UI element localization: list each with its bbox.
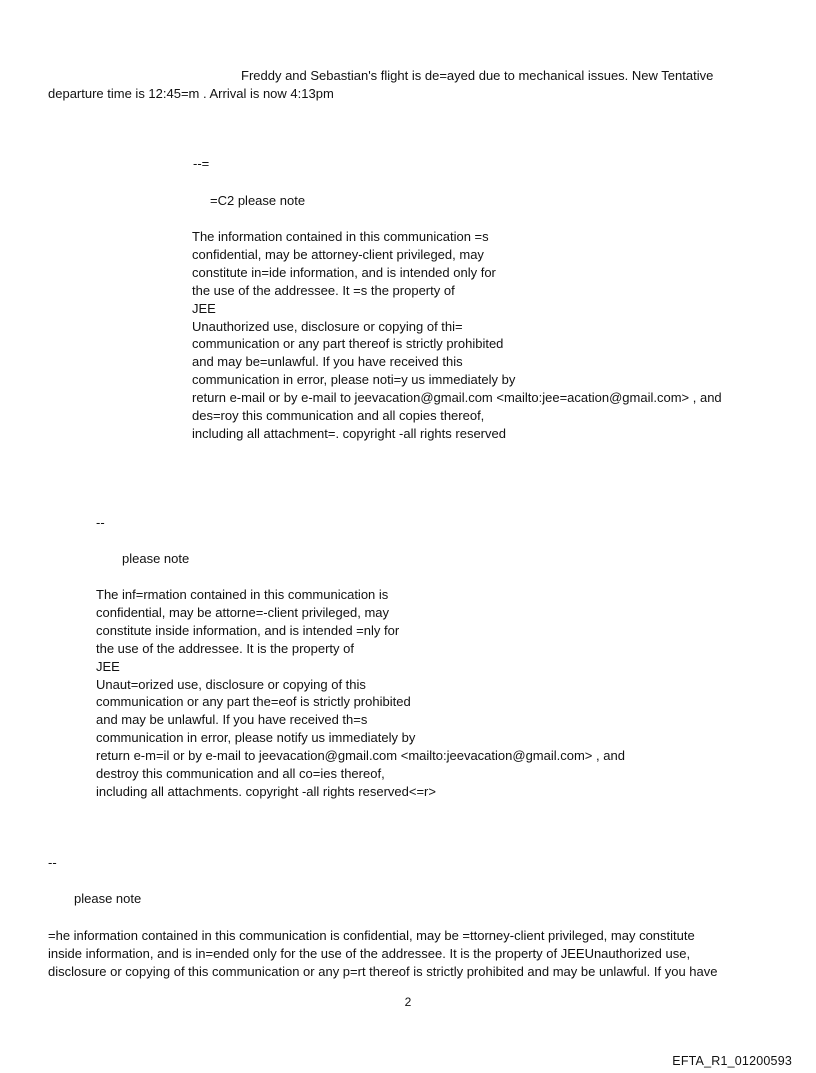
block1-line: des=roy this communication and all copies thereof, (192, 408, 485, 424)
block1-line: JEE (192, 300, 216, 316)
block1-line: Unauthorized use, disclosure or copying of thi= (192, 318, 463, 334)
block1-line: the use of the addressee. It =s the property of (192, 282, 455, 298)
block1-heading: =C2 please note (210, 193, 306, 208)
block2-separator: -- (96, 515, 105, 530)
block1-line: constitute in=ide information, and is intended only for (192, 264, 496, 280)
page-number: 2 (404, 995, 412, 1009)
block2-line: including all attachments. copyright -all rights reserved<=r> (96, 783, 436, 799)
block1-line: including all attachment=. copyright -all rights reserved (192, 425, 506, 441)
block2-line: constitute inside information, and is intended =nly for (96, 622, 400, 638)
block1-separator: --= (193, 156, 210, 171)
block2-line: the use of the addressee. It is the property of (96, 640, 354, 656)
block3-heading: please note (74, 891, 142, 906)
block2-line: communication or any part the=eof is strictly prohibited (96, 694, 411, 710)
block2-line: confidential, may be attorne=-client privileged, may (96, 604, 390, 620)
block3-line: disclosure or copying of this communication or any p=rt thereof is strictly prohibited and may be unlawful. If you have (48, 963, 718, 979)
block3-line: inside information, and is in=ended only for the use of the addressee. It is the property of JEEUnauthorized use, (48, 945, 691, 961)
block2-line: JEE (96, 658, 120, 674)
block2-line: destroy this communication and all co=ies thereof, (96, 766, 385, 782)
block2-line: and may be unlawful. If you have received th=s (96, 712, 368, 728)
block1-line: and may be=unlawful. If you have received this (192, 354, 463, 370)
block1-line: communication in error, please noti=y us immediately by (192, 372, 516, 388)
block2-disclaimer (96, 586, 625, 801)
block1-line: return e-mail or by e-mail to jeevacation@gmail.com <mailto:jee=acation@gmail.com> , and (192, 390, 722, 406)
flight-delay-line-1: Freddy and Sebastian's flight is de=ayed due to mechanical issues. New Tentative (241, 68, 714, 83)
block1-line: confidential, may be attorney-client privileged, may (192, 246, 484, 262)
block2-line: The inf=rmation contained in this communication is (96, 587, 389, 602)
block1-line: communication or any part thereof is strictly prohibited (192, 336, 504, 352)
block1-disclaimer (192, 228, 722, 443)
block2-heading: please note (122, 551, 190, 566)
block3-separator: -- (48, 855, 57, 870)
block3-line: =he information contained in this communication is confidential, may be =ttorney-client privileged, may constitute (48, 928, 695, 943)
bates-number: EFTA_R1_01200593 (672, 1054, 792, 1068)
block2-line: Unaut=orized use, disclosure or copying of this (96, 676, 366, 692)
block2-line: communication in error, please notify us immediately by (96, 730, 416, 746)
block1-line: The information contained in this communication =s (192, 229, 489, 244)
flight-delay-line-2: departure time is 12:45=m . Arrival is now 4:13pm (48, 86, 334, 101)
block2-line: return e-m=il or by e-mail to jeevacation@gmail.com <mailto:jeevacation@gmail.com> , and (96, 748, 625, 764)
block3-disclaimer (48, 927, 717, 981)
